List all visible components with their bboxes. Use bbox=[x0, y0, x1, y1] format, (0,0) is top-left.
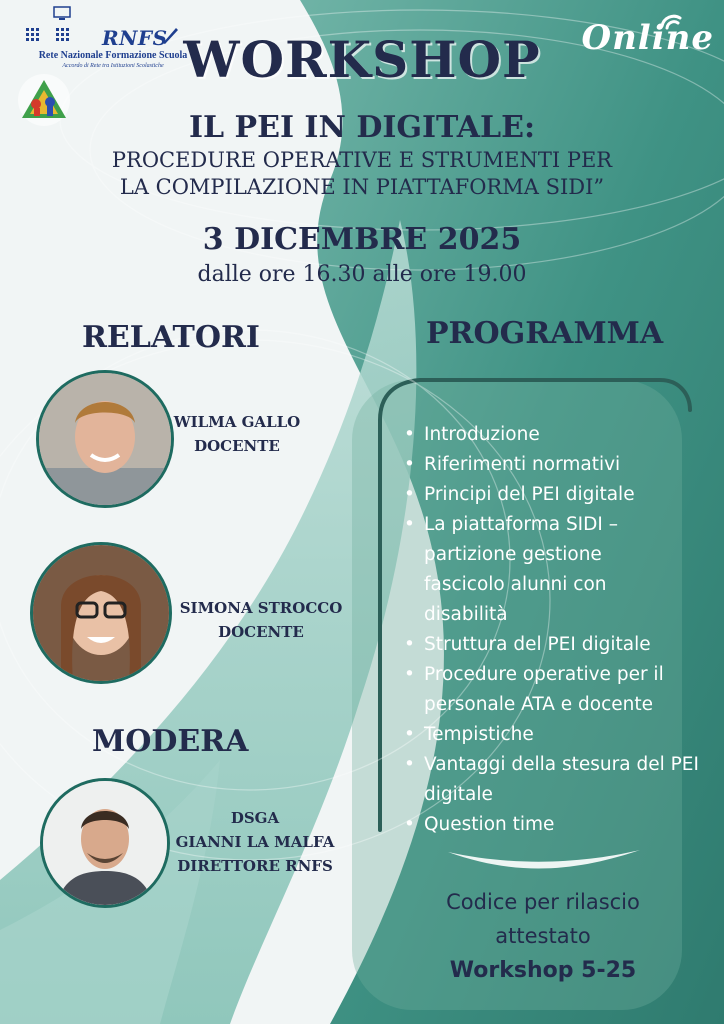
avatar bbox=[30, 542, 172, 684]
moderator-line1: DSGA bbox=[230, 809, 280, 827]
online-label: Online bbox=[581, 18, 714, 58]
speaker-photo bbox=[33, 545, 169, 681]
logo-brand: RNFS bbox=[102, 26, 168, 50]
attestato-label-line1: Codice per rilascio bbox=[446, 890, 640, 914]
page-title: WORKSHOP bbox=[183, 30, 541, 89]
event-subtitle bbox=[0, 147, 724, 201]
list-item: • Vantaggi della stesura del PEI digitale bbox=[404, 750, 714, 810]
speaker-1-name: WILMA GALLO bbox=[173, 413, 301, 431]
logo-subtitle: Accordo di Rete tra Istituzioni Scolastiche bbox=[62, 63, 164, 69]
event-time: dalle ore 16.30 alle ore 19.00 bbox=[197, 262, 527, 287]
attestato-code-value: Workshop 5-25 bbox=[449, 958, 637, 983]
event-subtitle-line1: PROCEDURE OPERATIVE E STRUMENTI PER bbox=[111, 148, 613, 172]
speaker-1-role: DOCENTE bbox=[194, 437, 280, 455]
list-item: • Struttura del PEI digitale bbox=[404, 630, 704, 660]
event-subtitle-line2: LA COMPILAZIONE IN PIATTAFORMA SIDI” bbox=[119, 175, 605, 199]
list-item: • La piattaforma SIDI – partizione gestione fascicolo alunni con disabilità bbox=[404, 510, 634, 630]
moderator-photo bbox=[43, 781, 167, 905]
moderator-line3: DIRETTORE RNFS bbox=[177, 857, 333, 875]
speaker-2 bbox=[176, 596, 346, 644]
event-title: IL PEI IN DIGITALE: bbox=[188, 110, 536, 145]
avatar bbox=[40, 778, 170, 908]
attestato-label-line2: attestato bbox=[495, 924, 591, 948]
computer-icon bbox=[52, 6, 72, 22]
modera-heading: MODERA bbox=[92, 724, 249, 759]
moderator-line2: GIANNI LA MALFA bbox=[175, 833, 335, 851]
moderator bbox=[170, 806, 340, 878]
logo-name: Rete Nazionale Formazione Scuola bbox=[38, 50, 188, 61]
speaker-photo bbox=[39, 373, 171, 505]
event-date: 3 DICEMBRE 2025 bbox=[202, 222, 522, 257]
speaker-2-role: DOCENTE bbox=[218, 623, 304, 641]
list-item: • Procedure operative per il personale ATA e docente bbox=[404, 660, 694, 720]
attestato-code-label bbox=[378, 885, 708, 953]
list-item: • Introduzione bbox=[404, 420, 704, 450]
speaker-2-name: SIMONA STROCCO bbox=[179, 599, 343, 617]
list-item: • Tempistiche bbox=[404, 720, 704, 750]
list-item: • Principi del PEI digitale bbox=[404, 480, 704, 510]
relatori-heading: RELATORI bbox=[82, 320, 260, 355]
programma-heading: PROGRAMMA bbox=[426, 316, 664, 351]
list-item: • Question time bbox=[404, 810, 704, 840]
avatar bbox=[36, 370, 174, 508]
speaker-1 bbox=[172, 410, 302, 458]
list-item: • Riferimenti normativi bbox=[404, 450, 704, 480]
program-list bbox=[404, 420, 704, 840]
